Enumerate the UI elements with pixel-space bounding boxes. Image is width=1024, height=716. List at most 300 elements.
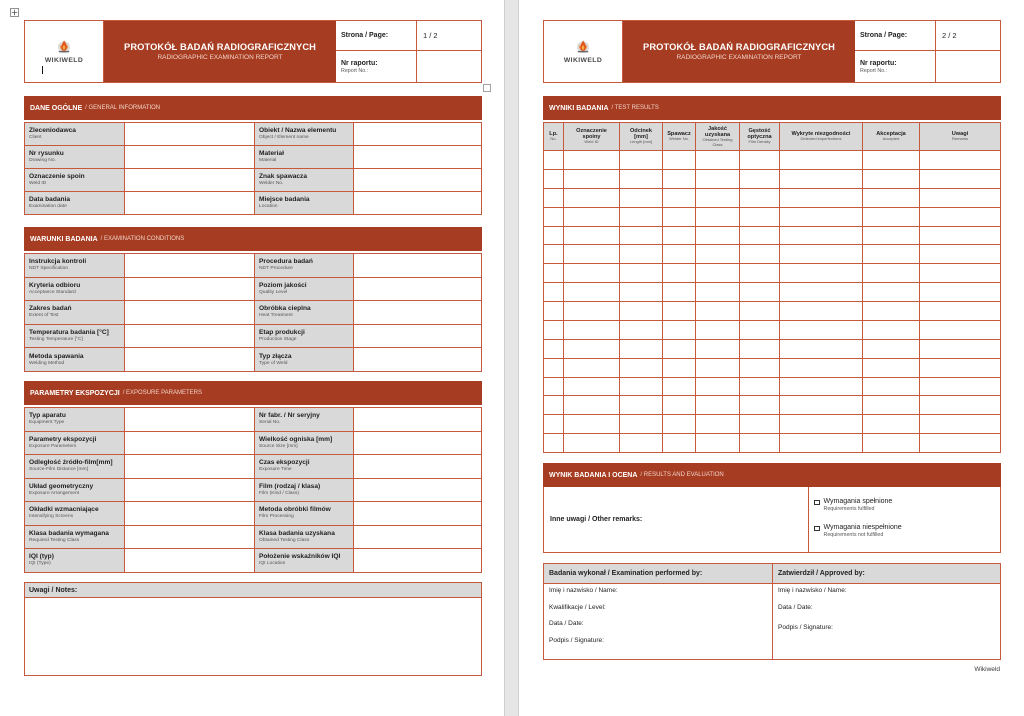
- wikiweld-logo-icon: [575, 39, 591, 54]
- result-cell-length-mm[interactable]: [620, 208, 663, 227]
- weld-id-field[interactable]: [125, 169, 255, 192]
- form-row: [25, 348, 482, 372]
- form-row: [25, 254, 482, 278]
- result-cell-film-density[interactable]: [740, 359, 780, 378]
- performed-by-level-field[interactable]: Kwalifikacje / Level:: [549, 603, 606, 611]
- form-row: [25, 301, 482, 325]
- location-label: [255, 192, 354, 215]
- result-cell-detected-imperfections[interactable]: [780, 170, 863, 189]
- result-cell-film-density[interactable]: [740, 321, 780, 340]
- form-row: [25, 325, 482, 349]
- production-stage-label: [255, 325, 354, 349]
- result-cell-welder-no[interactable]: [663, 264, 696, 283]
- notes-label: Uwagi / Notes:: [25, 583, 481, 598]
- result-cell-film-density[interactable]: [740, 189, 780, 208]
- result-cell-weld-id[interactable]: [564, 434, 620, 453]
- result-cell-film-density[interactable]: [740, 283, 780, 302]
- production-stage-field[interactable]: [354, 325, 482, 349]
- section-title-en: / TEST RESULTS: [611, 105, 659, 111]
- result-cell-film-density[interactable]: [740, 396, 780, 415]
- result-cell-no[interactable]: [544, 321, 564, 340]
- form-row: [25, 278, 482, 302]
- result-cell-detected-imperfections[interactable]: [780, 208, 863, 227]
- result-cell-remarks[interactable]: [920, 283, 1001, 302]
- testing-temperature-c-label-pl: Temperatura badania [°C]: [29, 329, 109, 337]
- result-cell-weld-id[interactable]: [564, 396, 620, 415]
- result-cell-obtained-testing-class[interactable]: [696, 415, 740, 434]
- result-cell-accepted[interactable]: [863, 302, 920, 321]
- result-cell-length-mm[interactable]: [620, 321, 663, 340]
- report-number-label-pl: Nr raportu:: [341, 59, 378, 67]
- logo-cell: [544, 21, 623, 82]
- result-cell-no[interactable]: [544, 434, 564, 453]
- result-cell-accepted[interactable]: [863, 396, 920, 415]
- production-stage-label-pl: Etap produkcji: [259, 329, 305, 337]
- result-cell-weld-id[interactable]: [564, 302, 620, 321]
- result-row: [544, 264, 1001, 283]
- result-cell-accepted[interactable]: [863, 245, 920, 264]
- intensifying-screens-label: [25, 502, 125, 526]
- section-title-en: / GENERAL INFORMATION: [85, 105, 161, 111]
- result-cell-film-density[interactable]: [740, 170, 780, 189]
- performed-by-signature-field[interactable]: Podpis / Signature:: [549, 636, 604, 644]
- acceptance-standard-label-pl: Kryteria odbioru: [29, 281, 81, 289]
- performed-by-name-field[interactable]: Imię i nazwisko / Name:: [549, 587, 618, 594]
- acceptance-standard-label: [25, 278, 125, 302]
- result-cell-remarks[interactable]: [920, 340, 1001, 359]
- exposure-arrangement-label-pl: Układ geometryczny: [29, 482, 94, 490]
- result-cell-film-density[interactable]: [740, 378, 780, 397]
- general-information-section: [24, 96, 482, 215]
- table-move-handle-icon[interactable]: [10, 8, 19, 17]
- checkbox-icon[interactable]: [814, 500, 820, 506]
- result-cell-weld-id[interactable]: [564, 359, 620, 378]
- result-cell-welder-no[interactable]: [663, 340, 696, 359]
- result-cell-accepted[interactable]: [863, 359, 920, 378]
- result-cell-welder-no[interactable]: [663, 227, 696, 246]
- result-cell-length-mm[interactable]: [620, 170, 663, 189]
- result-cell-detected-imperfections[interactable]: [780, 245, 863, 264]
- result-cell-accepted[interactable]: [863, 208, 920, 227]
- result-cell-obtained-testing-class[interactable]: [696, 283, 740, 302]
- option-requirements-fulfilled[interactable]: [814, 498, 892, 513]
- required-testing-class-label-pl: Klasa badania wymagana: [29, 529, 109, 537]
- checkbox-icon[interactable]: [814, 526, 820, 532]
- section-title: PARAMETRY EKSPOZYCJI: [30, 389, 120, 397]
- result-cell-remarks[interactable]: [920, 396, 1001, 415]
- film-kind-class-field[interactable]: [354, 479, 482, 503]
- type-of-weld-field[interactable]: [354, 348, 482, 372]
- result-cell-accepted[interactable]: [863, 434, 920, 453]
- section-header: [24, 96, 482, 120]
- section-title: WYNIK BADANIA I OCENA: [549, 471, 638, 479]
- test-results-section: [543, 96, 1001, 453]
- notes-field[interactable]: [25, 598, 481, 675]
- required-testing-class-field[interactable]: [125, 526, 255, 550]
- result-cell-detected-imperfections[interactable]: [780, 340, 863, 359]
- result-cell-weld-id[interactable]: [564, 227, 620, 246]
- equipment-type-field[interactable]: [125, 408, 255, 432]
- result-cell-obtained-testing-class[interactable]: [696, 227, 740, 246]
- result-cell-film-density[interactable]: [740, 227, 780, 246]
- result-cell-weld-id[interactable]: [564, 283, 620, 302]
- result-cell-obtained-testing-class[interactable]: [696, 208, 740, 227]
- result-cell-no[interactable]: [544, 151, 564, 170]
- report-number-field[interactable]: [416, 51, 481, 82]
- drawing-no-field[interactable]: [125, 146, 255, 169]
- result-cell-length-mm[interactable]: [620, 378, 663, 397]
- performed-by-date-field[interactable]: Data / Date:: [549, 620, 584, 628]
- drawing-no-label-pl: Nr rysunku: [29, 150, 64, 157]
- required-testing-class-label-en: Required Testing Class: [29, 537, 80, 543]
- extent-of-test-label: [25, 301, 125, 325]
- iqi-location-label-pl: Położenie wskaźników IQI: [259, 553, 341, 561]
- result-cell-weld-id[interactable]: [564, 321, 620, 340]
- result-cell-welder-no[interactable]: [663, 189, 696, 208]
- result-cell-length-mm[interactable]: [620, 189, 663, 208]
- result-cell-remarks[interactable]: [920, 302, 1001, 321]
- result-cell-obtained-testing-class[interactable]: [696, 340, 740, 359]
- result-cell-accepted[interactable]: [863, 321, 920, 340]
- result-cell-accepted[interactable]: [863, 283, 920, 302]
- result-cell-length-mm[interactable]: [620, 227, 663, 246]
- result-row: [544, 359, 1001, 378]
- ndt-specification-label: [25, 254, 125, 278]
- iqi-type-field[interactable]: [125, 549, 255, 573]
- form-row: [25, 502, 482, 526]
- result-cell-welder-no[interactable]: [663, 378, 696, 397]
- source-film-distance-mm-field[interactable]: [125, 455, 255, 479]
- result-cell-welder-no[interactable]: [663, 208, 696, 227]
- result-cell-no[interactable]: [544, 264, 564, 283]
- result-cell-welder-no[interactable]: [663, 415, 696, 434]
- result-cell-weld-id[interactable]: [564, 170, 620, 189]
- ndt-procedure-field[interactable]: [354, 254, 482, 278]
- result-cell-length-mm[interactable]: [620, 151, 663, 170]
- result-cell-remarks[interactable]: [920, 415, 1001, 434]
- film-processing-label: [255, 502, 354, 526]
- film-kind-class-label-pl: Film (rodzaj / klasa): [259, 482, 321, 490]
- source-size-mm-label: [255, 432, 354, 456]
- result-cell-weld-id[interactable]: [564, 151, 620, 170]
- source-size-mm-field[interactable]: [354, 432, 482, 456]
- result-cell-no[interactable]: [544, 170, 564, 189]
- intensifying-screens-field[interactable]: [125, 502, 255, 526]
- result-cell-length-mm[interactable]: [620, 283, 663, 302]
- material-field[interactable]: [354, 146, 482, 169]
- column-header-film-density-pl: Gęstość optyczna: [747, 128, 772, 141]
- column-header-weld-id-pl: Oznaczenie spoiny: [576, 128, 607, 141]
- result-cell-accepted[interactable]: [863, 415, 920, 434]
- result-cell-welder-no[interactable]: [663, 434, 696, 453]
- welding-method-label-pl: Metoda spawania: [29, 352, 84, 360]
- exposure-arrangement-field[interactable]: [125, 479, 255, 503]
- result-cell-remarks[interactable]: [920, 208, 1001, 227]
- page-number[interactable]: 1 / 2: [416, 21, 481, 51]
- option-text: [824, 524, 902, 539]
- result-cell-detected-imperfections[interactable]: [780, 321, 863, 340]
- result-cell-welder-no[interactable]: [663, 245, 696, 264]
- result-cell-obtained-testing-class[interactable]: [696, 396, 740, 415]
- iqi-location-label-en: IQI Location: [259, 561, 286, 567]
- equipment-type-label: [25, 408, 125, 432]
- page-label: Strona / Page:: [336, 21, 416, 51]
- form-row: [25, 455, 482, 479]
- extent-of-test-field[interactable]: [125, 301, 255, 325]
- column-header-obtained-testing-class-pl: Jakość uzyskana: [704, 125, 731, 138]
- film-processing-field[interactable]: [354, 502, 482, 526]
- result-cell-detected-imperfections[interactable]: [780, 227, 863, 246]
- client-field[interactable]: [125, 123, 255, 146]
- result-cell-accepted[interactable]: [863, 227, 920, 246]
- approved-by-signature-field[interactable]: Podpis / Signature:: [778, 624, 833, 632]
- option-text: [824, 498, 893, 513]
- result-cell-weld-id[interactable]: [564, 340, 620, 359]
- exposure-parameters-label-pl: Parametry ekspozycji: [29, 435, 97, 443]
- serial-no-field[interactable]: [354, 408, 482, 432]
- result-cell-obtained-testing-class[interactable]: [696, 434, 740, 453]
- result-cell-obtained-testing-class[interactable]: [696, 321, 740, 340]
- result-cell-weld-id[interactable]: [564, 189, 620, 208]
- result-cell-film-density[interactable]: [740, 340, 780, 359]
- result-cell-accepted[interactable]: [863, 170, 920, 189]
- welder-no-field[interactable]: [354, 169, 482, 192]
- result-cell-length-mm[interactable]: [620, 359, 663, 378]
- result-cell-accepted[interactable]: [863, 264, 920, 283]
- option-label-pl: Wymagania spełnione: [823, 498, 893, 505]
- result-cell-no[interactable]: [544, 340, 564, 359]
- result-cell-no[interactable]: [544, 189, 564, 208]
- result-cell-detected-imperfections[interactable]: [780, 283, 863, 302]
- result-cell-remarks[interactable]: [920, 151, 1001, 170]
- weld-id-label-pl: Oznaczenie spoin: [29, 173, 85, 180]
- serial-no-label-pl: Nr fabr. / Nr seryjny: [259, 412, 320, 420]
- column-header-obtained-testing-class: [696, 123, 740, 151]
- result-cell-film-density[interactable]: [740, 415, 780, 434]
- result-cell-remarks[interactable]: [920, 321, 1001, 340]
- result-cell-no[interactable]: [544, 415, 564, 434]
- result-cell-remarks[interactable]: [920, 227, 1001, 246]
- column-header-accepted-en: Accepted: [882, 136, 900, 142]
- option-requirements-not-fulfilled[interactable]: [814, 524, 902, 539]
- form-row: [25, 146, 482, 169]
- heat-treatment-field[interactable]: [354, 301, 482, 325]
- form-row: [25, 192, 482, 215]
- result-cell-welder-no[interactable]: [663, 283, 696, 302]
- column-header-weld-id-en: Weld ID: [584, 139, 599, 145]
- column-header-no: [544, 123, 564, 151]
- welder-no-label-en: Welder No.: [259, 181, 284, 186]
- extent-of-test-label-en: Extent of Test: [29, 313, 59, 319]
- result-cell-weld-id[interactable]: [564, 245, 620, 264]
- object-element-name-label: [255, 123, 354, 146]
- result-cell-accepted[interactable]: [863, 189, 920, 208]
- testing-temperature-c-label: [25, 325, 125, 349]
- result-cell-obtained-testing-class[interactable]: [696, 359, 740, 378]
- object-element-name-label-en: Object / Element name: [259, 135, 309, 140]
- result-cell-length-mm[interactable]: [620, 415, 663, 434]
- source-film-distance-mm-label-pl: Odległość źródło-film[mm]: [29, 459, 113, 467]
- result-cell-film-density[interactable]: [740, 208, 780, 227]
- report-title: PROTOKÓŁ BADAŃ RADIOGRAFICZNYCH: [643, 42, 835, 52]
- examination-conditions-section: [24, 227, 482, 372]
- result-cell-length-mm[interactable]: [620, 434, 663, 453]
- approved-by-date-field[interactable]: Data / Date:: [778, 603, 813, 611]
- result-cell-weld-id[interactable]: [564, 415, 620, 434]
- page-number[interactable]: 2 / 2: [935, 21, 1000, 51]
- section-title-en: / EXPOSURE PARAMETERS: [122, 390, 202, 396]
- result-cell-welder-no[interactable]: [663, 302, 696, 321]
- welding-method-label: [25, 348, 125, 372]
- material-label: [255, 146, 354, 169]
- result-cell-detected-imperfections[interactable]: [780, 396, 863, 415]
- result-cell-accepted[interactable]: [863, 378, 920, 397]
- obtained-testing-class-field[interactable]: [354, 526, 482, 550]
- result-cell-remarks[interactable]: [920, 264, 1001, 283]
- report-number-label: [855, 51, 935, 82]
- result-cell-length-mm[interactable]: [620, 396, 663, 415]
- section-title-en: / EXAMINATION CONDITIONS: [100, 236, 185, 242]
- location-field[interactable]: [354, 192, 482, 215]
- result-cell-length-mm[interactable]: [620, 340, 663, 359]
- result-cell-film-density[interactable]: [740, 302, 780, 321]
- section-header: [543, 463, 1001, 487]
- result-cell-obtained-testing-class[interactable]: [696, 151, 740, 170]
- result-cell-no[interactable]: [544, 227, 564, 246]
- result-cell-remarks[interactable]: [920, 434, 1001, 453]
- iqi-location-field[interactable]: [354, 549, 482, 573]
- acceptance-standard-field[interactable]: [125, 278, 255, 302]
- quality-level-label-pl: Poziom jakości: [259, 281, 307, 289]
- iqi-location-label: [255, 549, 354, 573]
- result-cell-remarks[interactable]: [920, 189, 1001, 208]
- result-cell-welder-no[interactable]: [663, 396, 696, 415]
- result-cell-welder-no[interactable]: [663, 170, 696, 189]
- welder-no-label: [255, 169, 354, 192]
- quality-level-label-en: Quality Level: [259, 289, 288, 295]
- result-cell-welder-no[interactable]: [663, 359, 696, 378]
- report-number-field[interactable]: [935, 51, 1000, 82]
- heat-treatment-label-en: Heat Treatment: [259, 313, 293, 319]
- result-cell-obtained-testing-class[interactable]: [696, 170, 740, 189]
- result-cell-remarks[interactable]: [920, 245, 1001, 264]
- result-cell-no[interactable]: [544, 208, 564, 227]
- result-row: [544, 283, 1001, 302]
- source-size-mm-label-pl: Wielkość ogniska [mm]: [259, 435, 333, 443]
- intensifying-screens-label-en: Intensifying Screens: [29, 514, 74, 520]
- result-cell-welder-no[interactable]: [663, 151, 696, 170]
- result-cell-film-density[interactable]: [740, 264, 780, 283]
- result-cell-weld-id[interactable]: [564, 208, 620, 227]
- result-cell-detected-imperfections[interactable]: [780, 378, 863, 397]
- result-cell-length-mm[interactable]: [620, 302, 663, 321]
- ndt-specification-label-en: NDT Specification: [29, 266, 69, 272]
- material-label-en: Material: [259, 158, 277, 163]
- result-cell-welder-no[interactable]: [663, 321, 696, 340]
- examination-date-field[interactable]: [125, 192, 255, 215]
- film-processing-label-en: Film Processing: [259, 514, 294, 520]
- film-processing-label-pl: Metoda obróbki filmów: [259, 506, 331, 514]
- result-row: [544, 245, 1001, 264]
- result-cell-obtained-testing-class[interactable]: [696, 378, 740, 397]
- result-cell-remarks[interactable]: [920, 359, 1001, 378]
- result-cell-weld-id[interactable]: [564, 378, 620, 397]
- result-cell-remarks[interactable]: [920, 378, 1001, 397]
- column-header-length-mm-en: Length [mm]: [629, 139, 653, 145]
- weld-id-label-en: Weld ID: [29, 181, 47, 186]
- result-cell-no[interactable]: [544, 245, 564, 264]
- exposure-arrangement-label-en: Exposure Arrangement: [29, 490, 80, 496]
- exposure-parameters-field[interactable]: [125, 432, 255, 456]
- result-cell-no[interactable]: [544, 302, 564, 321]
- column-header-detected-imperfections-pl: Wykryte niezgodności: [791, 131, 851, 138]
- result-cell-length-mm[interactable]: [620, 264, 663, 283]
- result-cell-detected-imperfections[interactable]: [780, 302, 863, 321]
- quality-level-field[interactable]: [354, 278, 482, 302]
- result-cell-no[interactable]: [544, 378, 564, 397]
- text-cursor: [42, 66, 43, 74]
- result-cell-detected-imperfections[interactable]: [780, 434, 863, 453]
- film-kind-class-label-en: Film (Kind / Class): [259, 490, 299, 496]
- result-cell-film-density[interactable]: [740, 245, 780, 264]
- approved-by-name-field[interactable]: Imię i nazwisko / Name:: [778, 587, 847, 594]
- result-cell-length-mm[interactable]: [620, 245, 663, 264]
- column-header-detected-imperfections-en: Detected imperfections: [800, 136, 842, 142]
- column-header-remarks: [920, 123, 1001, 151]
- result-row: [544, 227, 1001, 246]
- result-cell-obtained-testing-class[interactable]: [696, 264, 740, 283]
- ndt-specification-field[interactable]: [125, 254, 255, 278]
- result-cell-detected-imperfections[interactable]: [780, 151, 863, 170]
- result-cell-no[interactable]: [544, 396, 564, 415]
- test-results-table: [543, 122, 1001, 453]
- drawing-no-label-en: Drawing No.: [29, 158, 56, 163]
- section-title: WARUNKI BADANIA: [30, 235, 98, 243]
- welding-method-field[interactable]: [125, 348, 255, 372]
- result-cell-detected-imperfections[interactable]: [780, 264, 863, 283]
- exposure-time-field[interactable]: [354, 455, 482, 479]
- result-cell-no[interactable]: [544, 359, 564, 378]
- material-label-pl: Materiał: [259, 150, 284, 157]
- obtained-testing-class-label-pl: Klasa badania uzyskana: [259, 529, 335, 537]
- column-header-no-pl: Lp.: [549, 131, 558, 138]
- result-cell-film-density[interactable]: [740, 434, 780, 453]
- result-cell-remarks[interactable]: [920, 170, 1001, 189]
- result-cell-weld-id[interactable]: [564, 264, 620, 283]
- result-cell-obtained-testing-class[interactable]: [696, 189, 740, 208]
- result-cell-detected-imperfections[interactable]: [780, 359, 863, 378]
- object-element-name-field[interactable]: [354, 123, 482, 146]
- result-row: [544, 396, 1001, 415]
- result-cell-film-density[interactable]: [740, 151, 780, 170]
- testing-temperature-c-field[interactable]: [125, 325, 255, 349]
- approved-by-header: Zatwierdził / Approved by:: [773, 564, 1000, 584]
- result-row: [544, 340, 1001, 359]
- result-row: [544, 170, 1001, 189]
- result-cell-no[interactable]: [544, 283, 564, 302]
- result-cell-obtained-testing-class[interactable]: [696, 302, 740, 321]
- result-cell-accepted[interactable]: [863, 151, 920, 170]
- notes-box: [24, 582, 482, 676]
- other-remarks-field[interactable]: [544, 487, 809, 552]
- result-cell-detected-imperfections[interactable]: [780, 415, 863, 434]
- title-cell: [104, 21, 336, 82]
- result-cell-obtained-testing-class[interactable]: [696, 245, 740, 264]
- option-label-en: Requirements fulfilled: [823, 506, 875, 512]
- result-cell-accepted[interactable]: [863, 340, 920, 359]
- form-row: [25, 408, 482, 432]
- result-cell-detected-imperfections[interactable]: [780, 189, 863, 208]
